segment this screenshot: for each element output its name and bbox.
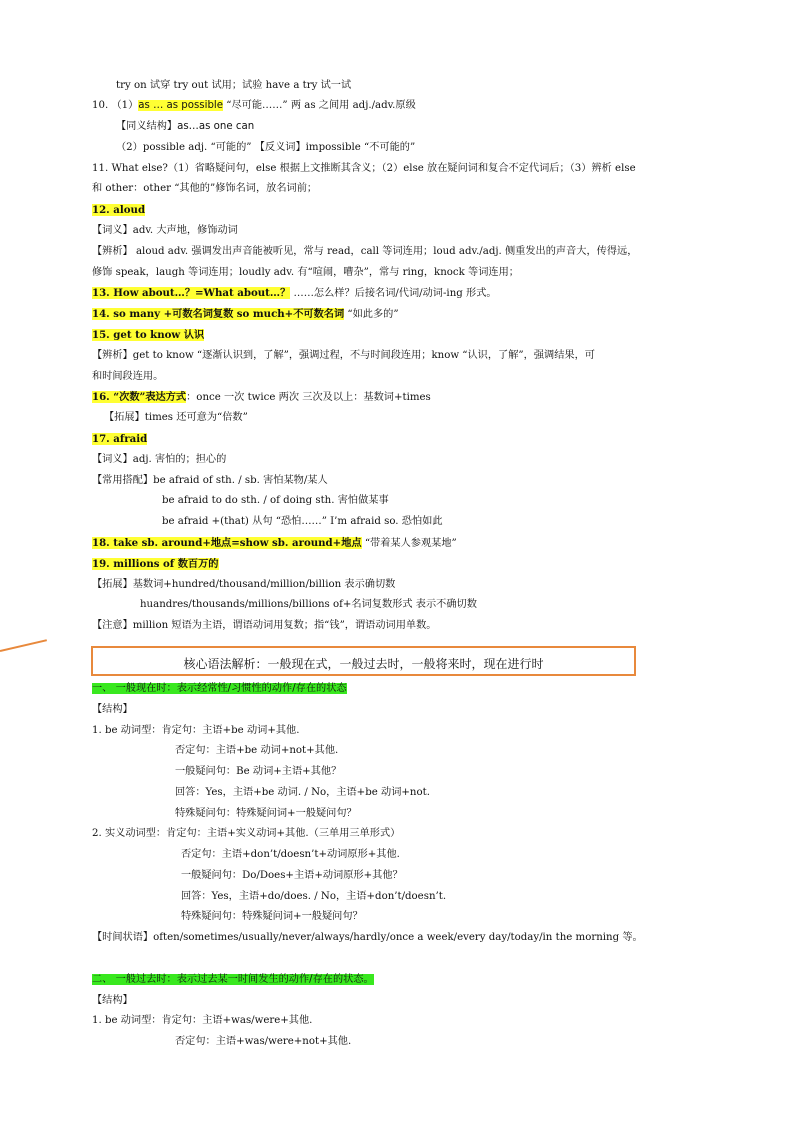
doc-line: [92, 724, 299, 738]
highlighted-text: 19. millions of 数百万的: [92, 558, 219, 570]
line-text: 【辨析】 aloud adv. 强调发出声音能被听见，常与 read，call 等词连用；loud adv./adj. 侧重发出的声音大，传得远，: [92, 246, 638, 257]
doc-line: [116, 141, 415, 155]
line-text: 否定句：主语+don’t/doesn’t+动词原形+其他.: [181, 849, 400, 860]
line-text: 1. be 动词型：肯定句：主语+be 动词+其他.: [92, 725, 300, 736]
core-grammar-box: [91, 646, 636, 676]
doc-line: [92, 99, 416, 113]
line-text: 和时间段连用。: [92, 371, 164, 382]
doc-line: [175, 807, 357, 821]
line-text: as…as one can: [177, 121, 255, 132]
doc-line: [116, 120, 254, 134]
margin-annotation-mark: [0, 639, 47, 652]
line-text: 【结构】: [92, 704, 133, 715]
doc-line: [162, 494, 389, 508]
doc-line: [116, 79, 351, 93]
highlighted-text: 一、 一般现在时：表示经常性/习惯性的动作/存在的状态: [92, 683, 347, 694]
doc-line: [92, 307, 399, 322]
doc-line: [92, 619, 436, 633]
line-text: 回答：Yes，主语+be 动词. / No，主语+be 动词+not.: [175, 787, 430, 798]
doc-line: [175, 765, 341, 779]
line-text: 修饰 speak，laugh 等词连用；loudly adv. 有“喧闹，嘈杂”，常与 ring，knock 等词连用；: [92, 267, 519, 278]
highlighted-text: 16. “次数”表达方式: [92, 391, 187, 403]
highlighted-text: 12. aloud: [92, 204, 146, 216]
doc-line: [92, 973, 374, 987]
line-text: （2）possible adj. “可能的” 【反义词】impossible “不可能的”: [116, 142, 416, 153]
doc-line: [92, 182, 317, 196]
doc-line: [92, 286, 497, 301]
doc-line: [92, 224, 238, 238]
doc-line: [92, 557, 219, 572]
line-text: 一般疑问句：Do/Does+主语+动词原形+其他？: [181, 870, 403, 881]
highlighted-text: 13. How about…？=What about…？: [92, 287, 291, 299]
line-text: ……怎么样？后接名词/代词/动词-ing 形式。: [290, 288, 497, 299]
line-text: 10. （1）: [92, 100, 139, 111]
line-text: ：once 一次 twice 两次 三次及以上：基数词+times: [186, 392, 431, 403]
line-text: 【同义结构】: [116, 121, 178, 132]
doc-line: [92, 994, 133, 1008]
doc-line: [92, 536, 457, 551]
line-text: 回答：Yes，主语+do/does. / No，主语+don’t/doesn’t.: [181, 891, 447, 902]
doc-line: [175, 1035, 351, 1049]
doc-line: [92, 328, 204, 343]
line-text: try on 试穿 try out 试用；试验 have a try 试一试: [116, 80, 352, 91]
doc-line: [140, 598, 477, 612]
line-text: 否定句：主语+be 动词+not+其他.: [175, 745, 339, 756]
doc-line: [175, 744, 338, 758]
doc-line: [92, 203, 145, 218]
doc-line: [181, 910, 363, 924]
line-text: 【时间状语】often/sometimes/usually/never/always/hardly/once a week/every day/today/in the morning 等。: [92, 932, 643, 943]
doc-line: [181, 869, 403, 883]
line-text: 否定句：主语+was/were+not+其他.: [175, 1036, 352, 1047]
doc-line: [92, 370, 163, 384]
line-text: 【拓展】基数词+hundred/thousand/million/billion 表示确切数: [92, 579, 396, 590]
line-text: 和 other：other “其他的”修饰名词，放名词前；: [92, 183, 318, 194]
doc-line: [92, 703, 133, 717]
line-text: 2. 实义动词型：肯定句：主语+实义动词+其他.（三单用三单形式）: [92, 828, 401, 839]
line-text: 一般疑问句：Be 动词+主语+其他？: [175, 766, 342, 777]
doc-line: [92, 474, 328, 488]
line-text: 【拓展】times 还可意为“倍数”: [104, 412, 248, 423]
doc-line: [104, 411, 248, 425]
doc-line: [181, 848, 400, 862]
line-text: 【结构】: [92, 995, 133, 1006]
line-text: 特殊疑问句：特殊疑问词+一般疑问句？: [181, 911, 363, 922]
doc-line: [92, 245, 637, 259]
doc-line: [92, 432, 147, 447]
doc-line: [181, 890, 446, 904]
doc-line: [92, 162, 636, 176]
doc-line: [92, 1014, 312, 1028]
line-text: “带着某人参观某地”: [361, 538, 457, 549]
line-text: 【词义】adj. 害怕的；担心的: [92, 454, 227, 465]
line-text: “如此多的”: [344, 309, 399, 320]
line-text: be afraid to do sth. / of doing sth. 害怕做某事: [162, 495, 389, 506]
line-text: 特殊疑问句：特殊疑问词+一般疑问句？: [175, 808, 357, 819]
line-text: be afraid +(that) 从句 “恐怕……” I’m afraid so. 恐怕如此: [162, 516, 443, 527]
highlighted-text: 18. take sb. around+地点=show sb. around+地点: [92, 537, 362, 549]
line-text: 【辨析】get to know “逐渐认识到，了解”，强调过程，不与时间段连用；know “认识，了解”，强调结果，可: [92, 350, 595, 361]
doc-line: [92, 349, 595, 363]
highlighted-text: as … as possible: [138, 100, 224, 111]
doc-line: [92, 390, 431, 405]
core-grammar-title: 核心语法解析：一般现在式，一般过去时，一般将来时，现在进行时: [183, 657, 544, 671]
doc-line: [92, 578, 395, 592]
doc-line: [92, 266, 519, 280]
line-text: 1. be 动词型：肯定句：主语+was/were+其他.: [92, 1015, 313, 1026]
line-text: 【词义】adv. 大声地，修饰动词: [92, 225, 238, 236]
doc-line: [92, 827, 400, 841]
line-text: huandres/thousands/millions/billions of+名词复数形式 表示不确切数: [140, 599, 477, 610]
doc-line: [162, 515, 443, 529]
highlighted-text: 17. afraid: [92, 433, 148, 445]
highlighted-text: 14. so many +可数名词复数 so much+不可数名词: [92, 308, 345, 320]
doc-line: [175, 786, 430, 800]
doc-line: [92, 931, 643, 945]
line-text: 【注意】million 短语为主语，谓语动词用复数；指“钱”，谓语动词用单数。: [92, 620, 437, 631]
line-text: 【常用搭配】be afraid of sth. / sb. 害怕某物/某人: [92, 475, 328, 486]
doc-line: [92, 682, 347, 696]
highlighted-text: 15. get to know 认识: [92, 329, 205, 341]
doc-line: [92, 453, 226, 467]
line-text: 11. What else?（1）省略疑问句，else 根据上文推断其含义；（2）else 放在疑问词和复合不定代词后；（3）辨析 else: [92, 163, 636, 174]
highlighted-text: 二、 一般过去时：表示过去某一时间发生的动作/存在的状态。: [92, 974, 374, 985]
line-text: “尽可能……” 两 as 之间用 adj./adv.原级: [223, 100, 416, 111]
